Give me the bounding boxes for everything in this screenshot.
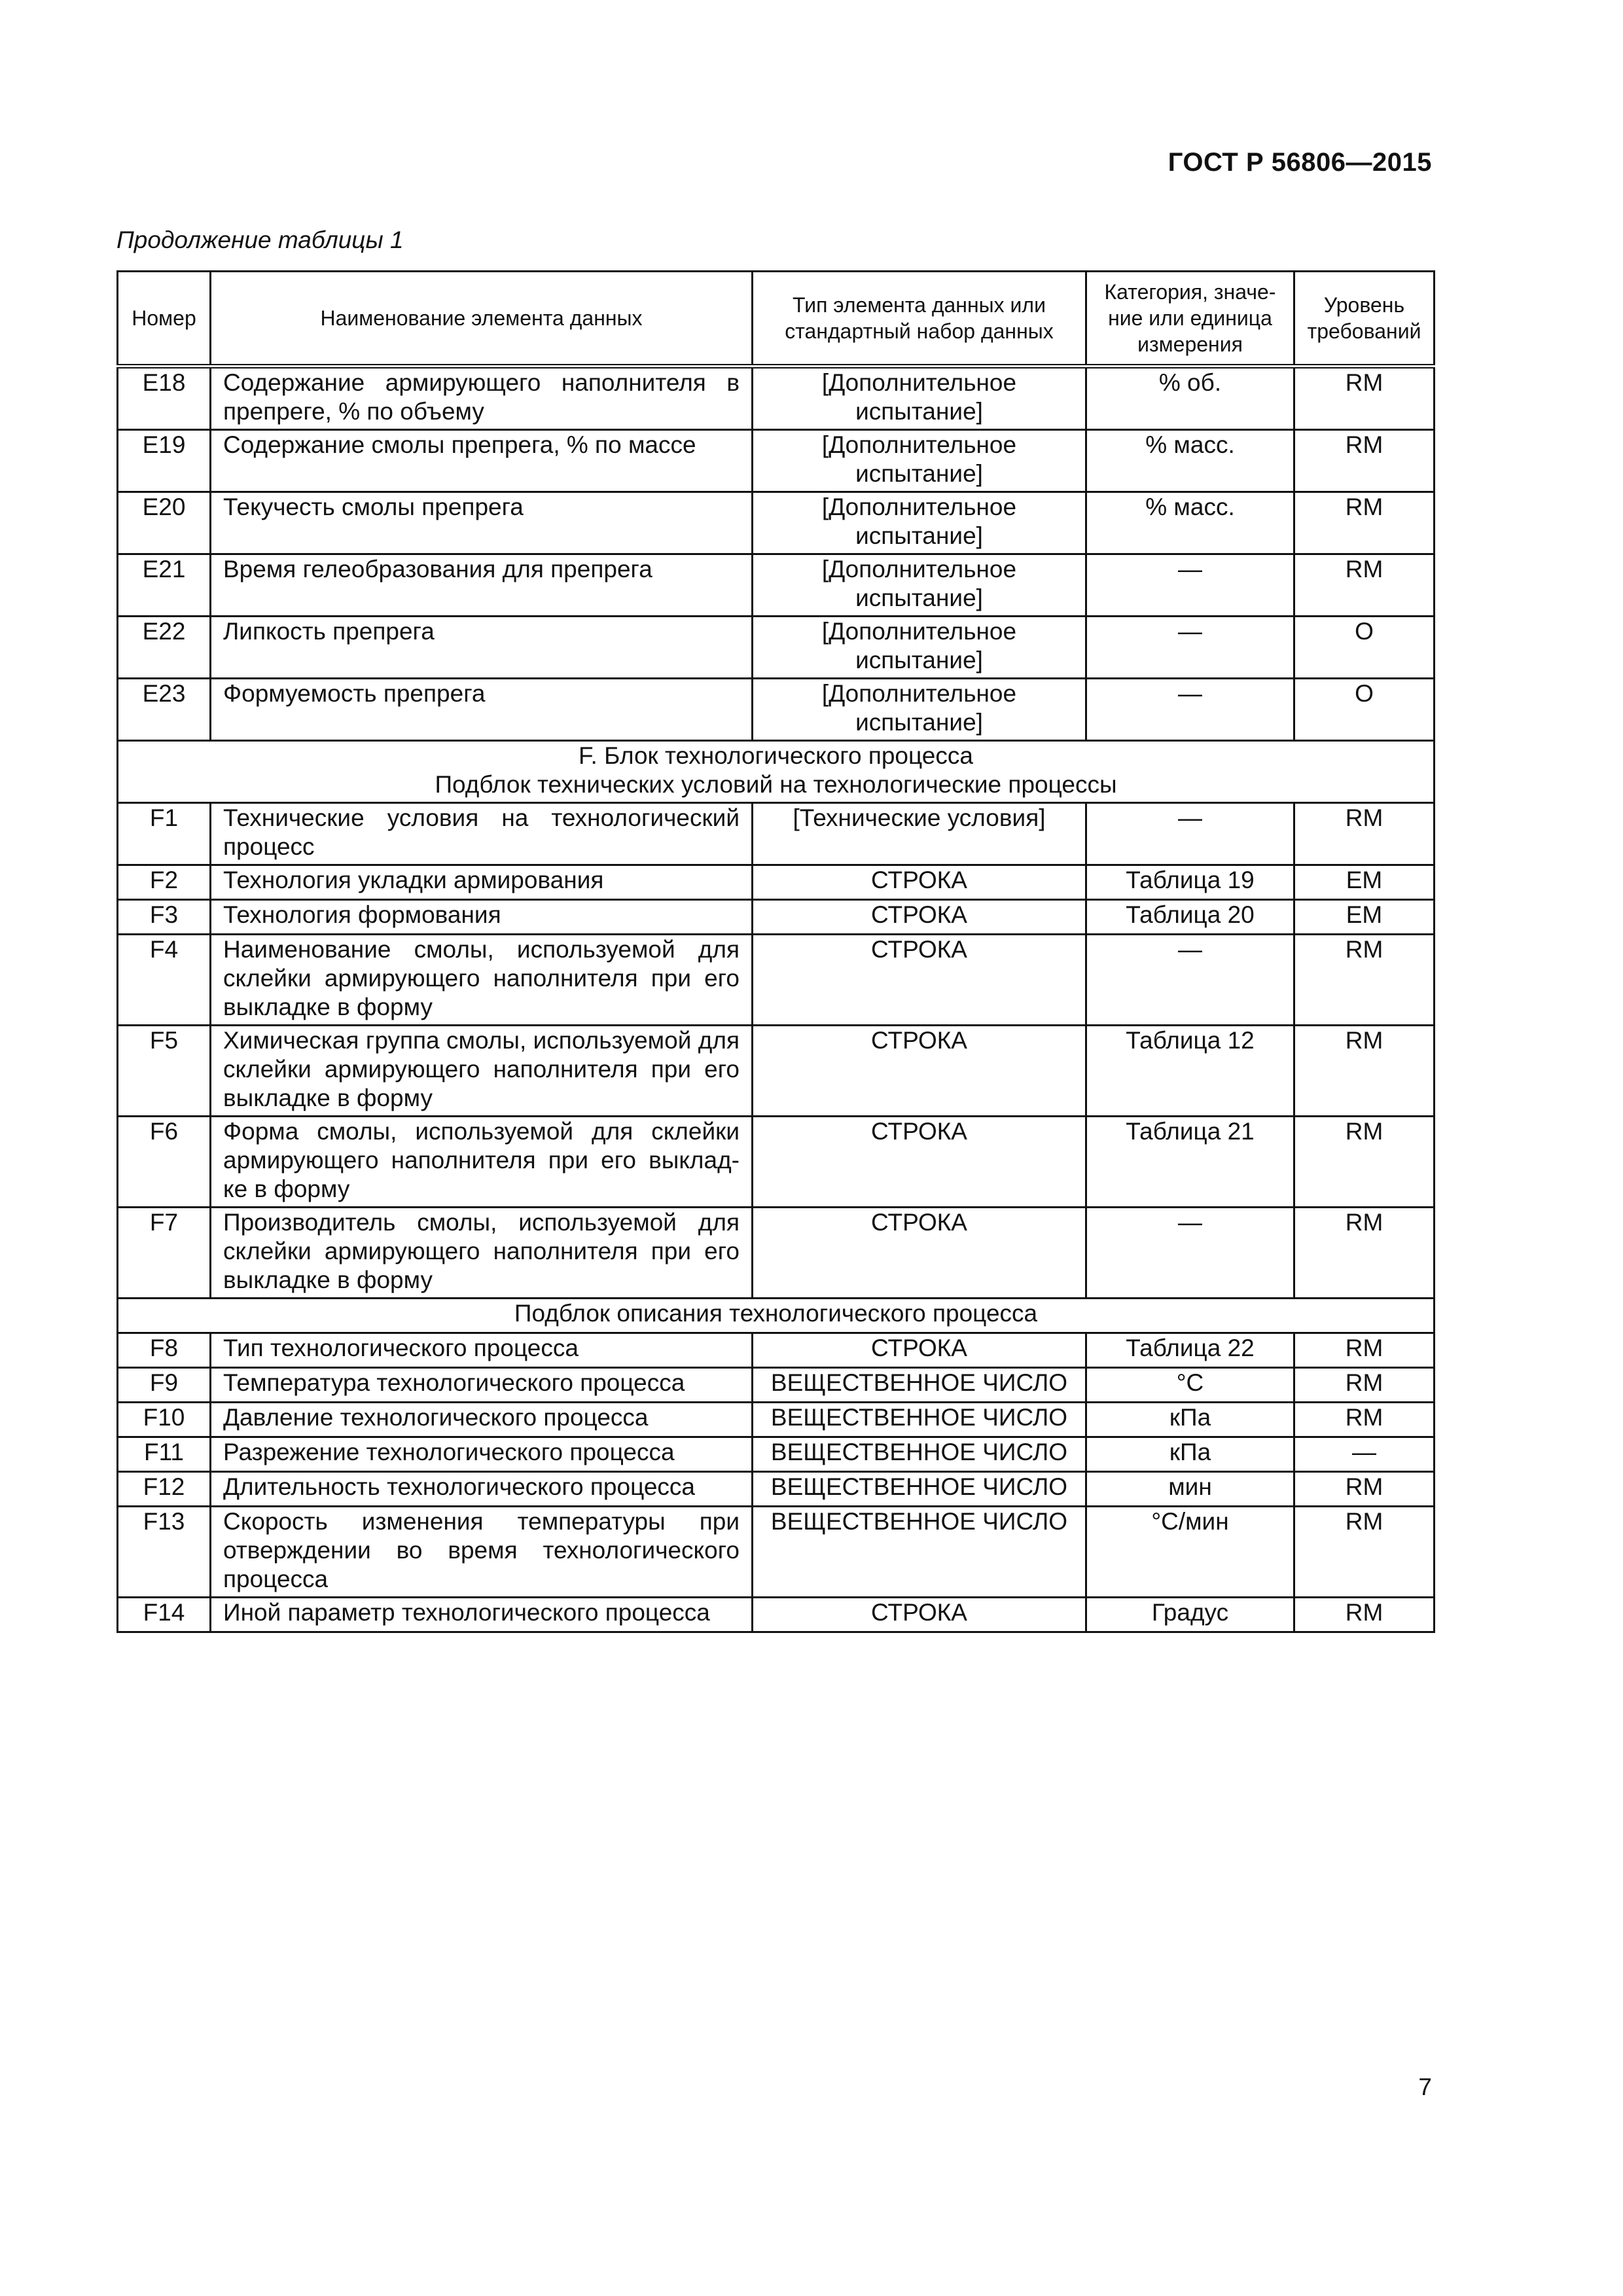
cell-level: RM <box>1294 1117 1435 1208</box>
cell-category: Таблица 19 <box>1086 865 1294 900</box>
section-title <box>118 741 1435 803</box>
cell-type: СТРОКА <box>753 1208 1086 1299</box>
cell-type: СТРОКА <box>753 1598 1086 1632</box>
cell-level: RM <box>1294 430 1435 492</box>
table-continuation-caption: Продолжение таблицы 1 <box>116 226 404 253</box>
table-row <box>118 803 1435 865</box>
cell-name: Длительность технологического процесса <box>211 1472 753 1507</box>
section-title-line: F. Блок технологического процесса <box>579 742 973 769</box>
cell-category: — <box>1086 935 1294 1026</box>
table-header-row <box>118 272 1435 367</box>
cell-type: [Технические условия] <box>753 803 1086 865</box>
cell-type: СТРОКА <box>753 935 1086 1026</box>
cell-name: Технические условия на технологический процесс <box>211 803 753 865</box>
cell-name: Формуемость препрега <box>211 679 753 741</box>
cell-name: Тип технологического процесса <box>211 1333 753 1368</box>
cell-level: RM <box>1294 1507 1435 1598</box>
cell-number: F6 <box>118 1117 211 1208</box>
cell-category: Таблица 21 <box>1086 1117 1294 1208</box>
cell-type: СТРОКА <box>753 865 1086 900</box>
table-row <box>118 1333 1435 1368</box>
table-row <box>118 367 1435 430</box>
data-elements-table <box>116 270 1435 1633</box>
cell-name: Давление технологического процесса <box>211 1403 753 1437</box>
cell-level: RM <box>1294 1026 1435 1117</box>
cell-type: ВЕЩЕСТВЕННОЕ ЧИСЛО <box>753 1437 1086 1472</box>
section-title-line: Подблок описания технологического процесса <box>514 1300 1038 1327</box>
cell-level: — <box>1294 1437 1435 1472</box>
cell-category: мин <box>1086 1472 1294 1507</box>
table-row <box>118 1598 1435 1632</box>
cell-number: F3 <box>118 900 211 935</box>
cell-level: EM <box>1294 865 1435 900</box>
cell-number: F12 <box>118 1472 211 1507</box>
cell-category: — <box>1086 554 1294 617</box>
cell-name: Текучесть смолы препрега <box>211 492 753 554</box>
cell-name: Химическая группа смолы, используемой для склейки армирующего наполнителя при его выкладке в форму <box>211 1026 753 1117</box>
cell-number: E22 <box>118 617 211 679</box>
cell-number: F14 <box>118 1598 211 1632</box>
table-row <box>118 1368 1435 1403</box>
cell-name: Температура технологического процесса <box>211 1368 753 1403</box>
cell-number: F2 <box>118 865 211 900</box>
table-section-row <box>118 1299 1435 1333</box>
cell-number: F4 <box>118 935 211 1026</box>
cell-level: EM <box>1294 900 1435 935</box>
table-row <box>118 1437 1435 1472</box>
cell-number: F13 <box>118 1507 211 1598</box>
table-row <box>118 492 1435 554</box>
cell-level: RM <box>1294 367 1435 430</box>
table-row <box>118 1403 1435 1437</box>
document-code: ГОСТ Р 56806—2015 <box>1168 148 1432 177</box>
cell-category: кПа <box>1086 1403 1294 1437</box>
section-subtitle-line: Подблок технических условий на технологические процессы <box>435 771 1117 798</box>
cell-type: [Дополнительное испытание] <box>753 367 1086 430</box>
cell-name: Иной параметр технологического процесса <box>211 1598 753 1632</box>
cell-type: ВЕЩЕСТВЕННОЕ ЧИСЛО <box>753 1472 1086 1507</box>
cell-number: F11 <box>118 1437 211 1472</box>
cell-name: Технология укладки армирования <box>211 865 753 900</box>
cell-level: RM <box>1294 1472 1435 1507</box>
cell-name: Липкость препрега <box>211 617 753 679</box>
cell-category: Таблица 12 <box>1086 1026 1294 1117</box>
cell-type: [Дополнительное испытание] <box>753 679 1086 741</box>
cell-number: F9 <box>118 1368 211 1403</box>
cell-level: RM <box>1294 1333 1435 1368</box>
cell-type: ВЕЩЕСТВЕННОЕ ЧИСЛО <box>753 1507 1086 1598</box>
table-row <box>118 1026 1435 1117</box>
cell-type: [Дополнительное испытание] <box>753 492 1086 554</box>
cell-category: % об. <box>1086 367 1294 430</box>
cell-number: F5 <box>118 1026 211 1117</box>
cell-name: Содержание армирующего наполнителя в препреге, % по объему <box>211 367 753 430</box>
cell-level: RM <box>1294 1208 1435 1299</box>
table-row <box>118 865 1435 900</box>
cell-level: RM <box>1294 1403 1435 1437</box>
cell-name: Производитель смолы, используемой для склейки армирующего наполнителя при его выкладке в форму <box>211 1208 753 1299</box>
cell-category: °C <box>1086 1368 1294 1403</box>
column-header-name: Наименование элемента данных <box>211 272 753 367</box>
cell-type: СТРОКА <box>753 1333 1086 1368</box>
cell-category: — <box>1086 679 1294 741</box>
cell-level: RM <box>1294 935 1435 1026</box>
table-row <box>118 1507 1435 1598</box>
cell-category: % масс. <box>1086 430 1294 492</box>
table-row <box>118 1472 1435 1507</box>
cell-category: % масс. <box>1086 492 1294 554</box>
cell-type: СТРОКА <box>753 900 1086 935</box>
cell-type: СТРОКА <box>753 1026 1086 1117</box>
cell-category: — <box>1086 803 1294 865</box>
cell-number: F8 <box>118 1333 211 1368</box>
cell-number: F10 <box>118 1403 211 1437</box>
cell-type: СТРОКА <box>753 1117 1086 1208</box>
cell-name: Наименование смолы, используемой для склейки армирующего наполнителя при его выкладке в форму <box>211 935 753 1026</box>
cell-level: RM <box>1294 1368 1435 1403</box>
cell-number: E20 <box>118 492 211 554</box>
table-row <box>118 935 1435 1026</box>
column-header-type: Тип элемента данных или стандартный набор данных <box>753 272 1086 367</box>
cell-category: — <box>1086 1208 1294 1299</box>
cell-type: [Дополнительное испытание] <box>753 430 1086 492</box>
cell-category: кПа <box>1086 1437 1294 1472</box>
cell-name: Разрежение технологического процесса <box>211 1437 753 1472</box>
cell-number: E19 <box>118 430 211 492</box>
cell-level: RM <box>1294 803 1435 865</box>
cell-category: Таблица 20 <box>1086 900 1294 935</box>
cell-type: ВЕЩЕСТВЕННОЕ ЧИСЛО <box>753 1403 1086 1437</box>
table-section-row <box>118 741 1435 803</box>
cell-type: [Дополнительное испытание] <box>753 554 1086 617</box>
cell-name: Форма смолы, используемой для склейки армирующего наполнителя при его выклад-ке в форму <box>211 1117 753 1208</box>
cell-number: E21 <box>118 554 211 617</box>
cell-level: RM <box>1294 1598 1435 1632</box>
table-row <box>118 617 1435 679</box>
cell-level: O <box>1294 679 1435 741</box>
cell-number: E18 <box>118 367 211 430</box>
cell-number: F1 <box>118 803 211 865</box>
table-row <box>118 1117 1435 1208</box>
table-row <box>118 430 1435 492</box>
column-header-number: Номер <box>118 272 211 367</box>
cell-number: E23 <box>118 679 211 741</box>
cell-category: — <box>1086 617 1294 679</box>
cell-level: O <box>1294 617 1435 679</box>
table-body <box>118 367 1435 1632</box>
table-row <box>118 900 1435 935</box>
cell-level: RM <box>1294 492 1435 554</box>
column-header-level: Уровень требований <box>1294 272 1435 367</box>
column-header-category: Категория, значе-ние или единица измерения <box>1086 272 1294 367</box>
table-row <box>118 1208 1435 1299</box>
cell-category: Градус <box>1086 1598 1294 1632</box>
table-row <box>118 554 1435 617</box>
cell-category: °С/мин <box>1086 1507 1294 1598</box>
cell-name: Скорость изменения температуры при отверждении во время технологического процесса <box>211 1507 753 1598</box>
cell-type: [Дополнительное испытание] <box>753 617 1086 679</box>
page-number: 7 <box>1418 2073 1432 2100</box>
cell-name: Время гелеобразования для препрега <box>211 554 753 617</box>
cell-category: Таблица 22 <box>1086 1333 1294 1368</box>
cell-number: F7 <box>118 1208 211 1299</box>
cell-level: RM <box>1294 554 1435 617</box>
section-title <box>118 1299 1435 1333</box>
cell-type: ВЕЩЕСТВЕННОЕ ЧИСЛО <box>753 1368 1086 1403</box>
cell-name: Технология формования <box>211 900 753 935</box>
cell-name: Содержание смолы препрега, % по массе <box>211 430 753 492</box>
table-row <box>118 679 1435 741</box>
